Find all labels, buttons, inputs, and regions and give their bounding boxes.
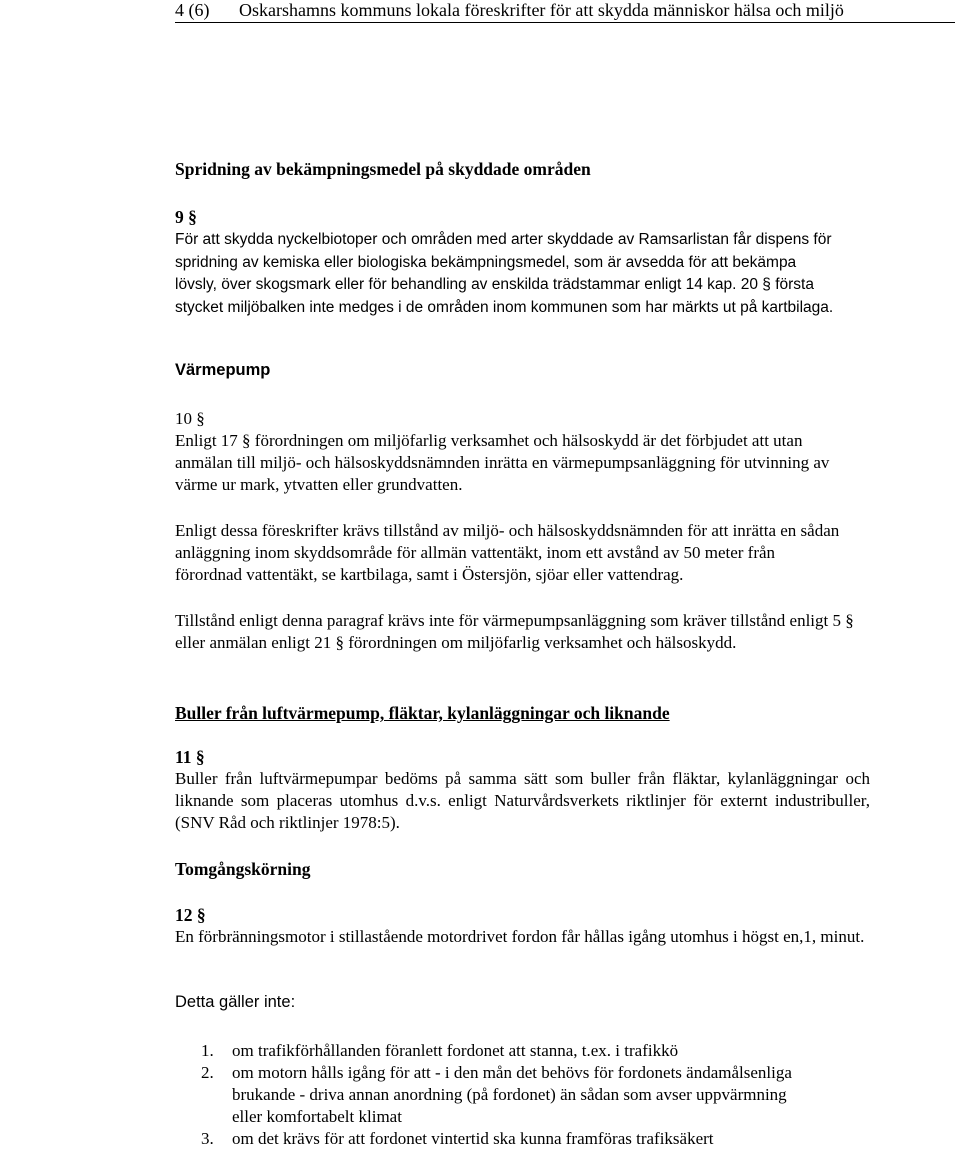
list-item-text: om motorn hålls igång för att - i den mån det behövs för fordonets ändamålsenliga brukande - driva annan anordning (på fordonet) än sådan som avser uppvärmning eller komfortabelt klimat [232, 1063, 792, 1126]
section-heading: Spridning av bekämpningsmedel på skyddade områden [175, 159, 591, 179]
list-item [201, 1128, 821, 1150]
list-item-number: 1. [201, 1041, 214, 1060]
paragraph: Tillstånd enligt denna paragraf krävs inte för värmepumpsanläggning som kräver tillstånd enligt 5 § eller anmälan enligt 21 § förordningen om miljöfarlig verksamhet och hälsoskydd. [175, 611, 854, 652]
section-heading: Tomgångskörning [175, 859, 311, 879]
document-title: Oskarshamns kommuns lokala föreskrifter för att skydda människor hälsa och miljö [239, 0, 844, 20]
page-number: 4 (6) [175, 0, 210, 20]
list-item-text: om trafikförhållanden föranlett fordonet att stanna, t.ex. i trafikkö [232, 1041, 679, 1060]
section-heading: Buller från luftvärmepump, fläktar, kylanläggningar och liknande [175, 703, 670, 723]
section-number: 11 § [175, 747, 205, 767]
list-item [201, 1062, 821, 1128]
section-number: 10 § [175, 409, 205, 428]
section-number: 12 § [175, 905, 206, 925]
paragraph: Enligt dessa föreskrifter krävs tillstånd av miljö- och hälsoskyddsnämnden för att inrätta en sådan anläggning inom skyddsområde för allmän vattentäkt, inom ett avstånd av 50 meter från förordnad vattentäkt, se kartbilaga, samt i Östersjön, sjöar eller vattendrag. [175, 521, 840, 584]
section-text: En förbränningsmotor i stillastående motordrivet fordon får hållas igång utomhus i högst en,1, minut. [175, 927, 865, 946]
section-text: För att skydda nyckelbiotoper och områden med arter skyddade av Ramsarlistan får dispens för spridning av kemiska eller biologiska bekämpningsmedel, som är avsedda för att bekämpa lövsly, över skogsmark eller för behandling av enskilda trädstammar enligt 14 kap. 20 § första stycket miljöbalken inte medges i de områden inom kommunen som har märkts ut på kartbilaga. [175, 231, 834, 316]
list-item-number: 3. [201, 1129, 214, 1148]
section-number: 9 § [175, 207, 197, 227]
section-text: Buller från luftvärmepumpar bedöms på samma sätt som buller från fläktar, kylanläggningar och liknande som placeras utomhus d.v.s. enligt Naturvårdsverkets riktlinjer för externt industribuller, (SNV Råd och riktlinjer 1978:5). [175, 769, 870, 832]
section-heading: Värmepump [175, 361, 271, 379]
list-item-text: om det krävs för att fordonet vintertid ska kunna framföras trafiksäkert [232, 1129, 714, 1148]
exceptions-list [201, 1040, 821, 1150]
list-item [201, 1040, 821, 1062]
exceptions-intro: Detta gäller inte: [175, 993, 296, 1011]
page-header [175, 0, 955, 23]
paragraph: Enligt 17 § förordningen om miljöfarlig verksamhet och hälsoskydd är det förbjudet att utan anmälan till miljö- och hälsoskyddsnämnden inrätta en värmepumpsanläggning för utvinning av värme ur mark, ytvatten eller grundvatten. [175, 431, 830, 494]
list-item-number: 2. [201, 1063, 214, 1082]
